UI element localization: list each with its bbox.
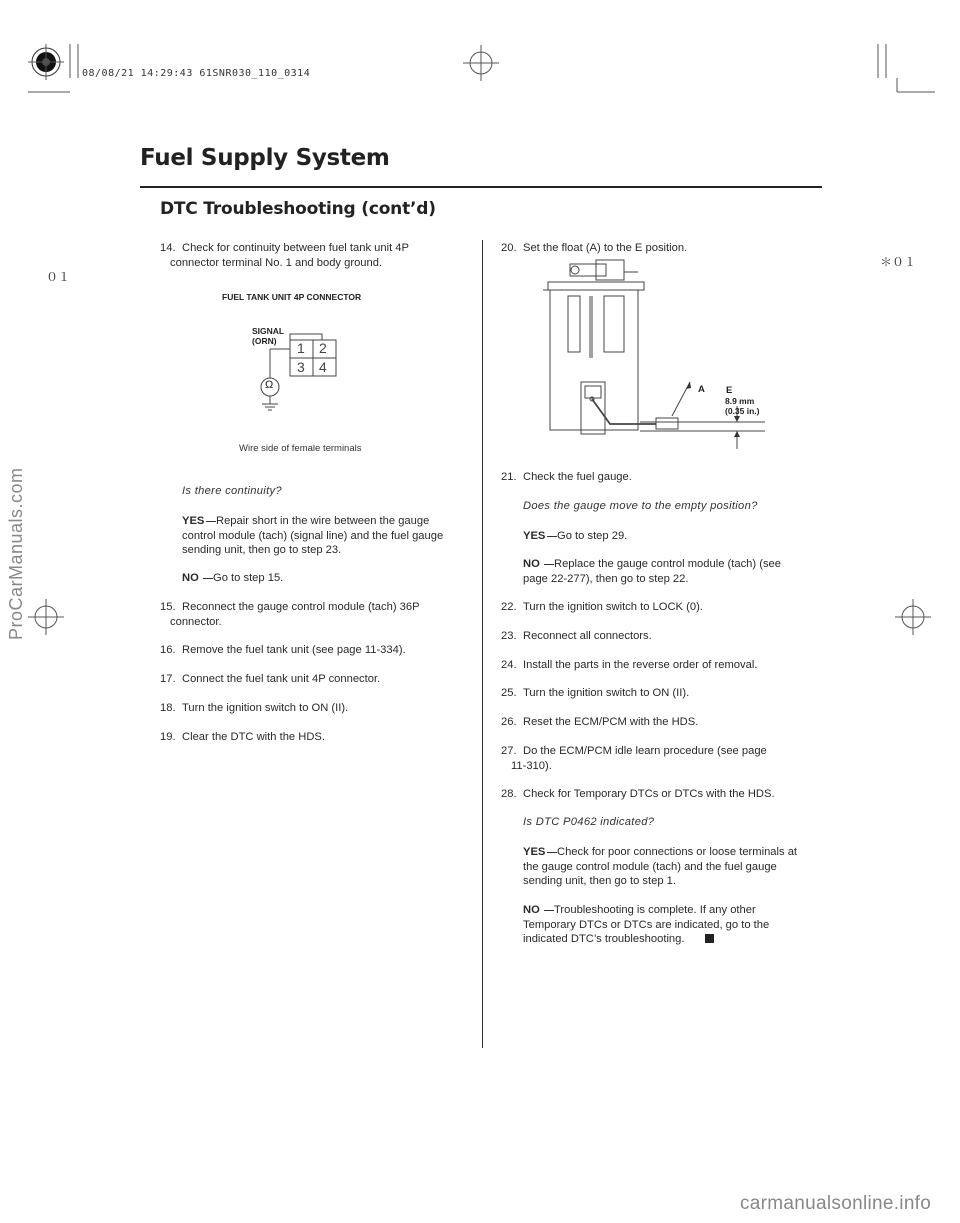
step-number: 26. xyxy=(501,716,517,728)
end-square-icon xyxy=(705,934,714,943)
step-22 xyxy=(501,600,821,615)
step-number: 20. xyxy=(501,242,517,254)
no-text: Replace the gauge control module (tach) (see page 22-277), then go to step 22. xyxy=(523,558,781,585)
column-divider xyxy=(482,240,483,1048)
step-number: 21. xyxy=(501,471,517,483)
ohm-symbol: Ω xyxy=(265,379,274,391)
step-14 xyxy=(160,241,460,270)
step-text-cont: connector terminal No. 1 and body ground. xyxy=(170,256,383,269)
step-text: Check for continuity between fuel tank unit 4P xyxy=(182,242,409,254)
terminal-1: 1 xyxy=(297,340,305,356)
step-number: 17. xyxy=(160,673,176,685)
no-key: NO xyxy=(523,558,540,570)
step-text: Install the parts in the reverse order of removal. xyxy=(523,659,758,671)
step-text: Turn the ignition switch to LOCK (0). xyxy=(523,601,703,613)
side-watermark: ProCarManuals.com xyxy=(6,467,26,640)
yes-text: Check for poor connections or loose terminals at the gauge control module (tach) and the fuel gauge sending unit, then go to step 1. xyxy=(523,846,798,887)
step-text: Connect the fuel tank unit 4P connector. xyxy=(182,673,381,685)
step-21 xyxy=(501,470,821,485)
title-rule xyxy=(140,186,822,188)
answer-yes-21 xyxy=(523,529,803,544)
step-text: Reset the ECM/PCM with the HDS. xyxy=(523,716,699,728)
terminal-2: 2 xyxy=(319,340,327,356)
answer-no-14 xyxy=(182,571,462,586)
step-20 xyxy=(501,241,821,256)
step-number: 14. xyxy=(160,242,176,254)
dash xyxy=(544,564,554,565)
step-text: Clear the DTC with the HDS. xyxy=(182,731,325,743)
wire-caption: Wire side of female terminals xyxy=(239,443,362,454)
step-24 xyxy=(501,658,821,673)
question-continuity: Is there continuity? xyxy=(182,485,282,497)
margin-mark-right: ＊０１ xyxy=(880,255,917,269)
page-title: Fuel Supply System xyxy=(140,145,390,171)
step-number: 19. xyxy=(160,731,176,743)
no-key: NO xyxy=(523,904,540,916)
step-number: 28. xyxy=(501,788,517,800)
signal-label: SIGNAL xyxy=(252,326,285,336)
step-18 xyxy=(160,701,460,716)
step-number: 24. xyxy=(501,659,517,671)
dash xyxy=(547,852,557,853)
dash xyxy=(206,521,216,522)
step-number: 25. xyxy=(501,687,517,699)
step-26 xyxy=(501,715,821,730)
dash xyxy=(203,578,213,579)
dimension-in: (0.35 in.) xyxy=(725,406,760,416)
dimension-mm: 8.9 mm xyxy=(725,396,755,406)
answer-no-21 xyxy=(523,557,803,586)
step-25 xyxy=(501,686,821,701)
yes-key: YES xyxy=(182,515,205,527)
yes-text: Repair short in the wire between the gauge control module (tach) (signal line) and the fuel gauge sending unit, then go to step 23. xyxy=(182,515,444,556)
step-16 xyxy=(160,643,460,658)
step-text: Check for Temporary DTCs or DTCs with the HDS. xyxy=(523,788,775,800)
step-number: 22. xyxy=(501,601,517,613)
section-subtitle: DTC Troubleshooting (cont’d) xyxy=(160,199,436,219)
answer-yes-28 xyxy=(523,845,808,889)
bottom-watermark: carmanualsonline.info xyxy=(740,1193,932,1214)
step-number: 18. xyxy=(160,702,176,714)
margin-mark-left: ０１ xyxy=(46,270,71,284)
step-number: 23. xyxy=(501,630,517,642)
step-23 xyxy=(501,629,821,644)
step-15 xyxy=(160,600,460,629)
question-dtc: Is DTC P0462 indicated? xyxy=(523,816,655,828)
step-19 xyxy=(160,730,460,745)
step-number: 16. xyxy=(160,644,176,656)
dash xyxy=(547,536,557,537)
step-text: Turn the ignition switch to ON (II). xyxy=(523,687,690,699)
answer-yes-14 xyxy=(182,514,462,558)
step-28 xyxy=(501,787,821,802)
signal-color-label: (ORN) xyxy=(252,336,277,346)
answer-no-28 xyxy=(523,903,808,947)
yes-text: Go to step 29. xyxy=(557,530,628,542)
step-17 xyxy=(160,672,460,687)
no-key: NO xyxy=(182,572,199,584)
connector-title: FUEL TANK UNIT 4P CONNECTOR xyxy=(222,292,362,302)
fuel-tank-unit-diagram xyxy=(540,258,770,458)
dash xyxy=(544,910,554,911)
yes-key: YES xyxy=(523,846,546,858)
float-label-a: A xyxy=(698,384,705,395)
no-text: Troubleshooting is complete. If any other Temporary DTCs or DTCs are indicated, go to the indicated DTC’s troubleshooting. xyxy=(523,904,770,945)
position-label-e: E xyxy=(726,385,733,396)
question-gauge: Does the gauge move to the empty position? xyxy=(523,500,758,512)
step-text: Remove the fuel tank unit (see page 11-334). xyxy=(182,644,406,656)
step-27 xyxy=(501,744,821,773)
step-text: Set the float (A) to the E position. xyxy=(523,242,688,254)
no-text: Go to step 15. xyxy=(213,572,284,584)
step-text: Reconnect the gauge control module (tach) 36P xyxy=(182,601,420,613)
step-text-cont: connector. xyxy=(170,615,222,628)
terminal-3: 3 xyxy=(297,359,305,375)
yes-key: YES xyxy=(523,530,546,542)
step-number: 15. xyxy=(160,601,176,613)
step-text: Do the ECM/PCM idle learn procedure (see page xyxy=(523,745,767,757)
step-number: 27. xyxy=(501,745,517,757)
step-text: Reconnect all connectors. xyxy=(523,630,652,642)
step-text: Check the fuel gauge. xyxy=(523,471,632,483)
step-text: Turn the ignition switch to ON (II). xyxy=(182,702,349,714)
step-text-cont: 11-310). xyxy=(511,759,552,772)
terminal-4: 4 xyxy=(319,359,327,375)
print-stamp: 08/08/21 14:29:43 61SNR030_110_0314 xyxy=(82,68,311,79)
